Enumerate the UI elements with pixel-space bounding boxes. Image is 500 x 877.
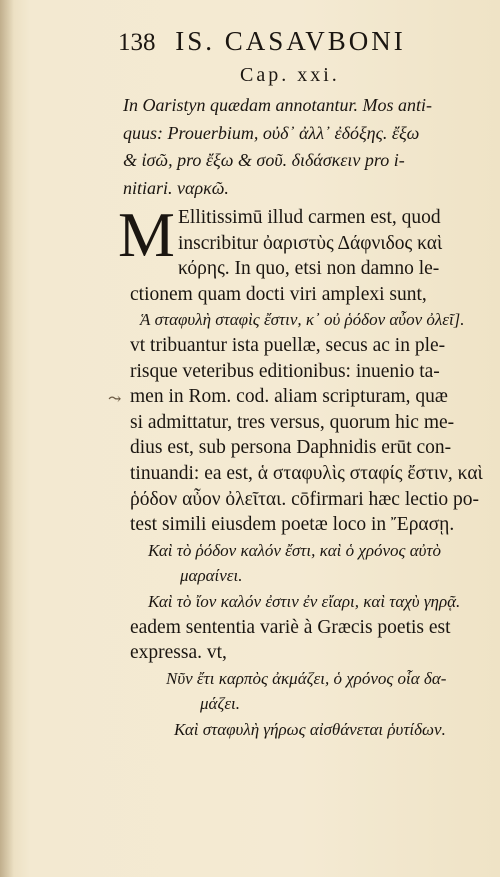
- greek-verse-line: μαραίνει.: [180, 566, 243, 586]
- greek-verse-line: Καὶ σταφυλὴ γήρως αἰσθάνεται ῥυτίδων.: [174, 719, 446, 739]
- summary-line: nitiari. ναρκῶ.: [123, 177, 229, 198]
- text-line: inscribitur ὀαριστὺς Δάφνιδος καὶ: [178, 232, 443, 254]
- text-line: men in Rom. cod. aliam scripturam, quæ: [130, 386, 448, 408]
- greek-verse-line: Καὶ τὸ ἴον καλόν ἐστιν ἐν εἴαρι, καὶ ταχὺ γηρᾷ.: [148, 591, 461, 611]
- greek-verse-line: Καὶ τὸ ῥόδον καλόν ἔστι, καὶ ὁ χρόνος αὐτὸ: [148, 540, 442, 560]
- text-line: dius est, sub persona Daphnidis erūt con-: [130, 437, 452, 459]
- running-head: [118, 26, 478, 57]
- summary-line: In Oaristyn quædam annotantur. Mos anti-: [123, 95, 433, 115]
- text-line: eadem sententia variè à Græcis poetis est: [130, 616, 451, 638]
- summary-line: & ἰσῶ, pro ἔξω & σοῦ. διδάσκειν pro i-: [123, 150, 405, 170]
- gutter-shadow: [0, 0, 14, 877]
- text-line: si admittatur, tres versus, quorum hic me-: [130, 411, 455, 433]
- text-line: expressa. vt,: [130, 642, 227, 664]
- summary-line: quus: Prouerbium, οὐδ᾽ ἀλλ᾽ ἐδόξης. ἔξω: [123, 122, 420, 143]
- text-line: κόρης. In quo, etsi non damno le-: [178, 258, 440, 280]
- text-line: ctionem quam docti viri amplexi sunt,: [130, 283, 427, 305]
- greek-verse-line: Ἁ σταφυλὴ σταφὶς ἔστιν, κ᾽ οὐ ῥόδον αὖον ὀλεῖ].: [140, 310, 465, 330]
- chapter-heading: Cap. xxi.: [240, 64, 340, 86]
- text-line: risque veteribus editionibus: inuenio ta-: [130, 360, 440, 382]
- text-line: Ellitissimū illud carmen est, quod: [178, 207, 441, 228]
- page-number: 138: [118, 29, 156, 56]
- chapter-summary: [123, 92, 479, 202]
- text-line: test simili eiusdem poetæ loco in Ἔρασῃ.: [130, 514, 455, 536]
- body-text: [130, 205, 482, 742]
- running-title: IS. CASAVBONI: [175, 26, 406, 56]
- text-line: tinuandi: ea est, ἁ σταφυλὶς σταφίς ἔστιν, καὶ: [130, 462, 483, 484]
- greek-verse-line: μάζει.: [200, 694, 241, 714]
- margin-mark-icon: ⤳: [108, 391, 122, 408]
- greek-verse-line: Νῦν ἔτι καρπὸς ἀκμάζει, ὁ χρόνος οἷα δα-: [166, 668, 447, 688]
- text-line: ῥόδον αὖον ὀλεῖται. cōfirmari hæc lectio po-: [130, 488, 480, 510]
- drop-capital: M: [118, 199, 175, 270]
- text-line: vt tribuantur ista puellæ, secus ac in ple-: [130, 334, 446, 356]
